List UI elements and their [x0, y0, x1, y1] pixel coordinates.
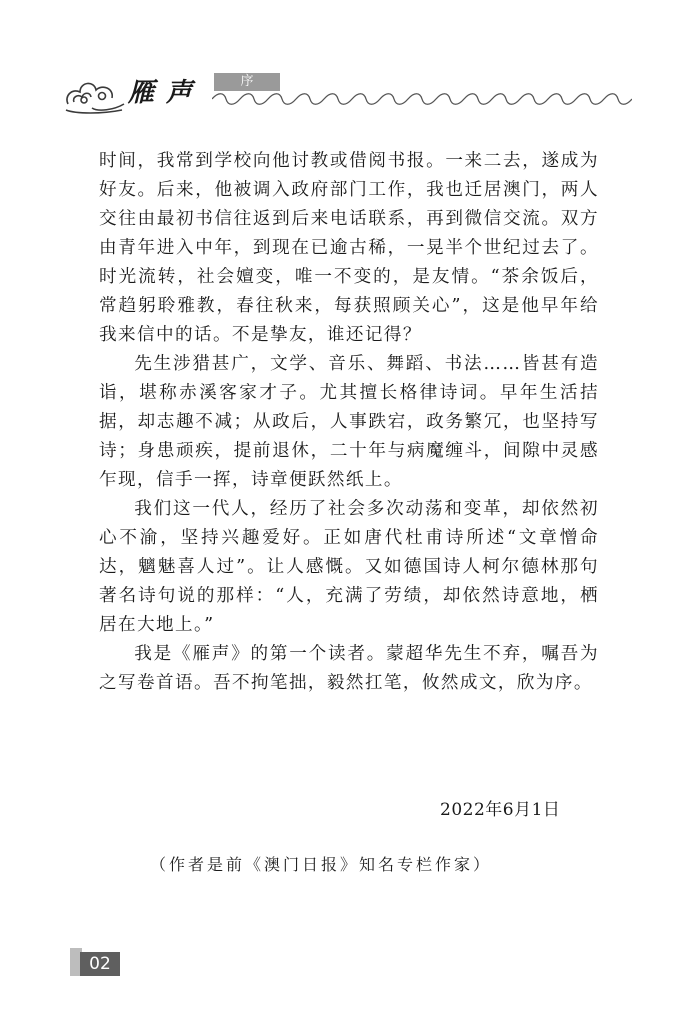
- section-tab: 序: [214, 73, 280, 91]
- page-header: [0, 0, 699, 120]
- author-note: （作者是前《澳门日报》知名专栏作家）: [150, 855, 493, 874]
- page-number: 02: [80, 952, 120, 976]
- decorative-border: [212, 92, 632, 106]
- paragraph: 先生涉猎甚广，文学、音乐、舞蹈、书法……皆甚有造诣，堪称赤溪客家才子。尤其擅长格律诗词。早年生活拮据，却志趣不减；从政后，人事跌宕，政务繁冗，也坚持写诗；身患顽疾，提前退休，二十年与病魔缠斗，间隙中灵感乍现，信手一挥，诗章便跃然纸上。: [99, 354, 599, 490]
- signature-date: 2022年6月1日: [440, 800, 561, 820]
- page-number-badge: [70, 948, 120, 976]
- paragraph: 时间，我常到学校向他讨教或借阅书报。一来二去，遂成为好友。后来，他被调入政府部门工作，我也迁居澳门，两人交往由最初书信往返到后来电话联系，再到微信交流。双方由青年进入中年，到现在已逾古稀，一晃半个世纪过去了。时光流转，社会嬗变，唯一不变的，是友情。“茶余饭后，常趋躬聆雅教，春往秋来，每获照顾关心”，这是他早年给我来信中的话。不是挚友，谁还记得？: [99, 151, 599, 345]
- book-title: 雁声: [128, 78, 205, 108]
- paragraph: 我们这一代人，经历了社会多次动荡和变革，却依然初心不渝，坚持兴趣爱好。正如唐代杜甫诗所述“文章憎命达，魑魅喜人过”。让人感慨。又如德国诗人柯尔德林那句著名诗句说的那样：“人，充满了劳绩，却依然诗意地，栖居在大地上。”: [99, 499, 599, 635]
- paragraph: 我是《雁声》的第一个读者。蒙超华先生不弃，嘱吾为之写卷首语。吾不拘笔拙，毅然扛笔，攸然成文，欣为序。: [99, 644, 599, 693]
- auspicious-cloud-icon: [62, 70, 128, 114]
- preface-body: [99, 147, 599, 698]
